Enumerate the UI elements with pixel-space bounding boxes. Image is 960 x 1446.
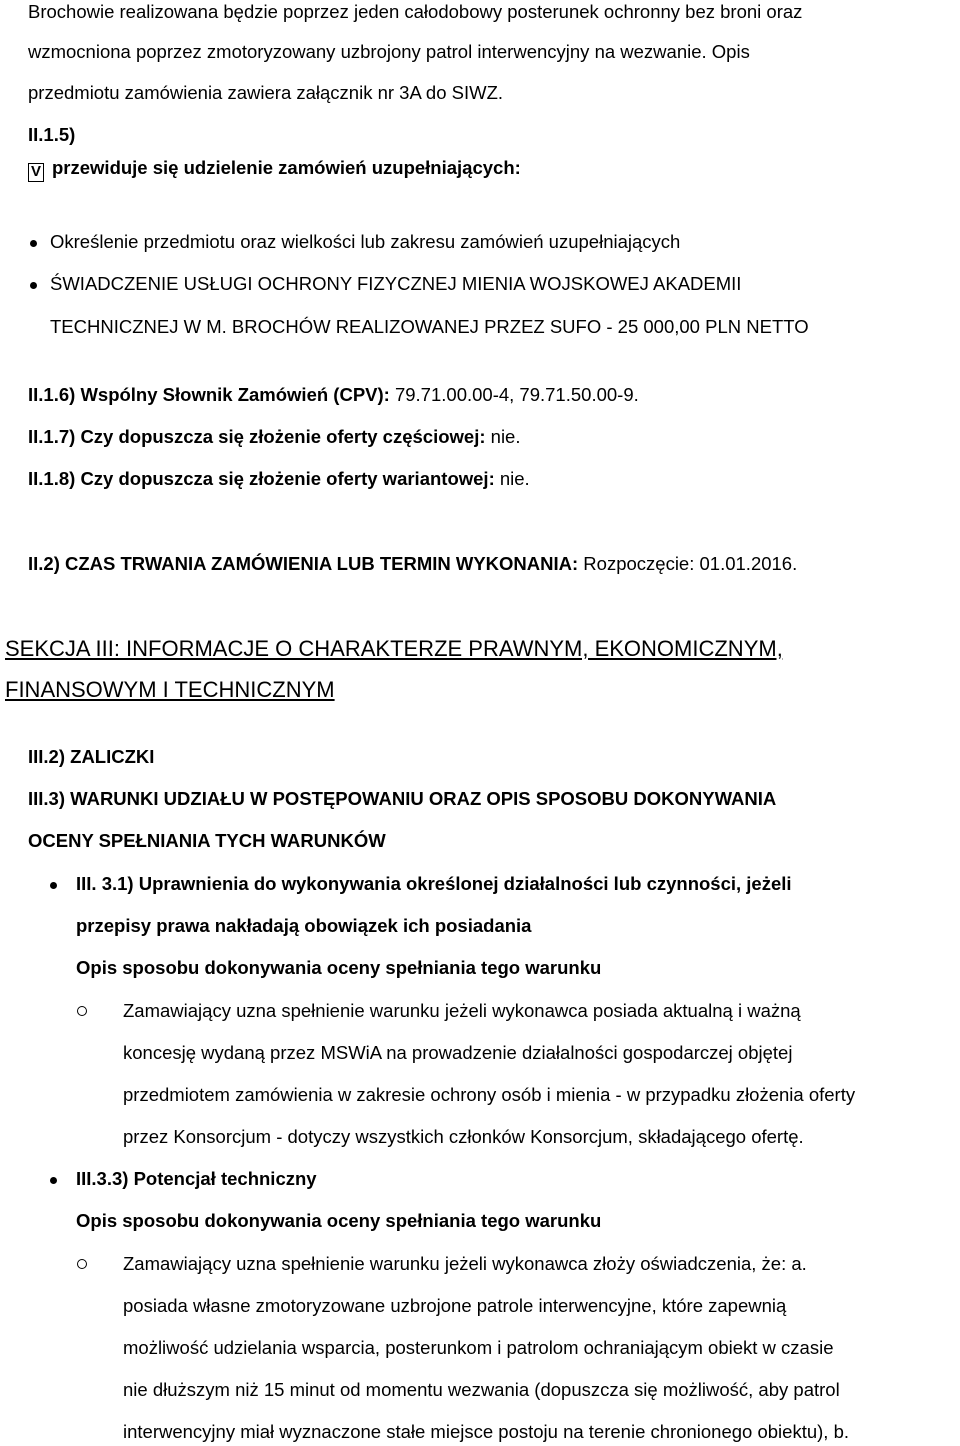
- technical-condition-line-3: możliwość udzielania wsparcia, posterunkom i patrolom ochraniającym obiekt w czasie: [123, 1337, 834, 1358]
- variant-offer-label: II.1.8) Czy dopuszcza się złożenie oferty wariantowej:: [28, 468, 495, 489]
- technical-condition-line-1: Zamawiający uzna spełnienie warunku jeżeli wykonawca złoży oświadczenia, że: a.: [123, 1253, 807, 1274]
- section-iii-3-1-heading-line-1: III. 3.1) Uprawnienia do wykonywania określonej działalności lub czynności, jeżeli: [76, 873, 792, 894]
- circle-bullet-icon: [77, 1006, 87, 1016]
- license-condition-line-3: przedmiotem zamówienia w zakresie ochrony osób i mienia - w przypadku złożenia oferty: [123, 1084, 856, 1105]
- partial-offer-label: II.1.7) Czy dopuszcza się złożenie oferty częściowej:: [28, 426, 486, 447]
- bullet-supplementary-scope: Określenie przedmiotu oraz wielkości lub zakresu zamówień uzupełniających: [50, 231, 681, 252]
- checkbox-label: przewiduje się udzielenie zamówień uzupełniających:: [52, 157, 521, 178]
- license-condition-line-1: Zamawiający uzna spełnienie warunku jeżeli wykonawca posiada aktualną i ważną: [123, 1000, 801, 1021]
- duration-label: II.2) CZAS TRWANIA ZAMÓWIENIA LUB TERMIN WYKONANIA:: [28, 553, 579, 574]
- duration-value: Rozpoczęcie: 01.01.2016.: [578, 553, 798, 574]
- variant-offer-value: nie.: [494, 468, 530, 489]
- section-ii-1-8: [28, 468, 530, 490]
- cpv-label: II.1.6) Wspólny Słownik Zamówień (CPV):: [28, 384, 390, 405]
- section-ii-1-5-heading: II.1.5): [28, 124, 76, 145]
- cpv-value: 79.71.00.00-4, 79.71.50.00-9.: [389, 384, 639, 405]
- evaluation-method-heading: Opis sposobu dokonywania oceny spełniania tego warunku: [76, 1210, 602, 1231]
- service-description-line-2: TECHNICZNEJ W M. BROCHÓW REALIZOWANEJ PRZEZ SUFO - 25 000,00 PLN NETTO: [50, 316, 809, 337]
- section-iii-title-line-1: SEKCJA III: INFORMACJE O CHARAKTERZE PRAWNYM, EKONOMICZNYM,: [5, 636, 783, 661]
- section-iii-2-heading: III.2) ZALICZKI: [28, 746, 155, 767]
- checked-box-icon: V: [28, 163, 44, 182]
- bullet-icon: [30, 282, 37, 289]
- section-iii-3-heading-line-2: OCENY SPEŁNIANIA TYCH WARUNKÓW: [28, 830, 386, 851]
- section-ii-2: [28, 553, 797, 575]
- partial-offer-value: nie.: [485, 426, 521, 447]
- section-ii-1-6: [28, 384, 639, 406]
- supplementary-orders-option: [28, 157, 521, 182]
- technical-condition-line-4: nie dłuższym niż 15 minut od momentu wezwania (dopuszcza się możliwość, aby patrol: [123, 1379, 840, 1400]
- section-iii-title-line-2: FINANSOWYM I TECHNICZNYM: [5, 677, 335, 702]
- bullet-icon: [30, 240, 37, 247]
- section-iii-3-heading-line-1: III.3) WARUNKI UDZIAŁU W POSTĘPOWANIU ORAZ OPIS SPOSOBU DOKONYWANIA: [28, 788, 777, 809]
- technical-condition-line-5: interwencyjny miał wyznaczone stałe miejsce postoju na terenie chronionego obiektu), b.: [123, 1421, 849, 1442]
- circle-bullet-icon: [77, 1259, 87, 1269]
- section-iii-3-3-heading: III.3.3) Potencjał techniczny: [76, 1168, 317, 1189]
- intro-line-2: wzmocniona poprzez zmotoryzowany uzbrojony patrol interwencyjny na wezwanie. Opis: [28, 41, 750, 62]
- license-condition-line-2: koncesję wydaną przez MSWiA na prowadzenie działalności gospodarczej objętej: [123, 1042, 793, 1063]
- section-ii-1-7: [28, 426, 520, 448]
- bullet-icon: [50, 1177, 57, 1184]
- technical-condition-line-2: posiada własne zmotoryzowane uzbrojone patrole interwencyjne, które zapewnią: [123, 1295, 787, 1316]
- intro-line-3: przedmiotu zamówienia zawiera załącznik nr 3A do SIWZ.: [28, 82, 504, 103]
- section-iii-3-1-heading-line-2: przepisy prawa nakładają obowiązek ich posiadania: [76, 915, 532, 936]
- bullet-icon: [50, 882, 57, 889]
- evaluation-method-heading: Opis sposobu dokonywania oceny spełniania tego warunku: [76, 957, 602, 978]
- intro-line-1: Brochowie realizowana będzie poprzez jeden całodobowy posterunek ochronny bez broni oraz: [28, 1, 803, 22]
- service-description-line-1: ŚWIADCZENIE USŁUGI OCHRONY FIZYCZNEJ MIENIA WOJSKOWEJ AKADEMII: [50, 273, 742, 294]
- license-condition-line-4: przez Konsorcjum - dotyczy wszystkich członków Konsorcjum, składającego ofertę.: [123, 1126, 804, 1147]
